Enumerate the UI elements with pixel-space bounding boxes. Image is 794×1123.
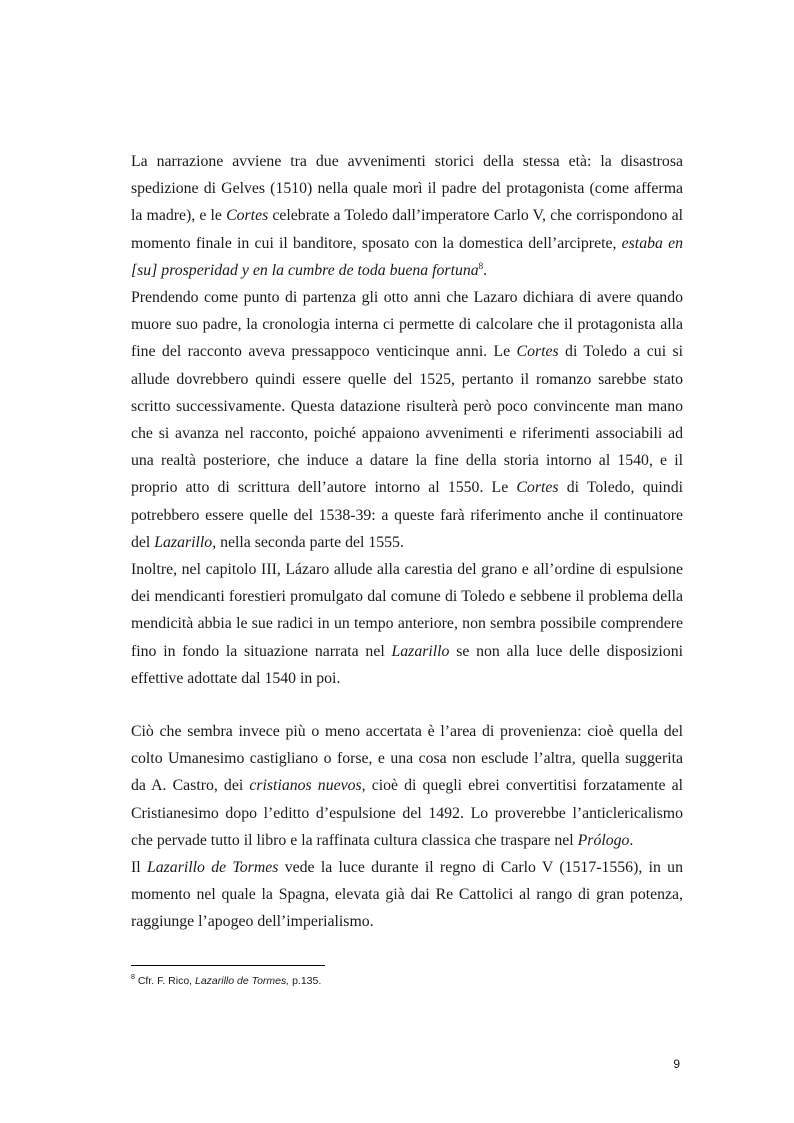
paragraph-1 [131,148,683,284]
paragraph-3 [131,556,683,692]
body-text [131,148,683,936]
footnote-reference[interactable]: 8 [478,260,484,271]
page-number: 9 [673,1057,680,1071]
italic-run: Lazarillo [391,642,450,660]
italic-run: Cortes [226,207,269,225]
text-run: di Toledo a cui si allude dovrebbero quindi essere quelle del 1525, pertanto il romanzo sarebbe stato scritto successivamente. Questa datazione risulterà però poco convincente man mano che si avanza nel racconto, poiché appaiono avvenimenti e riferimenti associabili ad una realtà posteriore, che induce a datare la fine della storia intorno al 1540, e il proprio atto di scrittura dell’autore intorno al 1550. Le [131,343,683,497]
footnote-title: Lazarillo de Tormes, [195,975,290,987]
text-run: se non alla luce delle disposizioni effettive adottate dal 1540 in poi. [131,642,683,687]
footnote-number: 8 [131,974,135,981]
paragraph-2 [131,284,683,556]
italic-run: Cortes [516,479,559,497]
paragraph-5 [131,854,683,936]
text-run: Il [131,859,147,877]
text-run: Inoltre, nel capitolo III, Lázaro allude alla carestia del grano e all’ordine di espulsione dei mendicanti forestieri promulgato dal comune di Toledo e sebbene il problema della mendicità abbia le sue radici in un tempo anteriore, non sembra possibile comprendere fino in fondo la situazione narrata nel [131,561,683,660]
italic-run: cristianos nuevos, [249,777,366,795]
italic-run: Lazarillo de Tormes [146,859,279,877]
text-run: , nella seconda parte del 1555. [212,533,404,551]
text-run: La narrazione avviene tra due avvenimenti storici della stessa età: la disastrosa spedizione di Gelves (1510) nella quale morì il padre del protagonista (come afferma la madre), e le [131,153,683,225]
text-run: cioè di quegli ebrei convertitisi forzatamente al Cristianesimo dopo l’editto d’espulsione del 1492. Lo proverebbe l’anticlericalismo che pervade tutto il libro e la raffinata cultura classica che traspare nel [131,777,683,849]
footnote-text: p.135. [289,975,322,987]
text-run: Ciò che sembra invece più o meno accertata è l’area di provenienza: cioè quella del colto Umanesimo castigliano o forse, e una cosa non esclude l’altra, quella suggerita da A. Castro, dei [131,723,683,795]
italic-run: Lazarillo [154,533,213,551]
text-run: . [629,831,634,849]
italic-run: estaba en [su] prosperidad y en la cumbre de toda buena fortuna [131,234,683,279]
text-run: di Toledo, quindi potrebbero essere quelle del 1538-39: a queste farà riferimento anche il continuatore del [131,479,683,551]
text-run: . [483,261,488,279]
footnote-separator [131,965,325,966]
paragraph-4 [131,718,683,854]
text-run: Prendendo come punto di partenza gli otto anni che Lazaro dichiara di avere quando muore suo padre, la cronologia interna ci permette di calcolare che il protagonista alla fine del racconto aveva pressappoco venticinque anni. Le [131,289,683,361]
footnote-text: Cfr. F. Rico, [134,975,195,987]
italic-run: Cortes [516,343,559,361]
footnote [131,973,631,989]
text-run: celebrate a Toledo dall’imperatore Carlo V, che corrispondono al momento finale in cui il banditore, sposato con la domestica dell’arciprete, [131,207,683,252]
text-run: vede la luce durante il regno di Carlo V (1517-1556), in un momento nel quale la Spagna, elevata già dai Re Cattolici al rango di gran potenza, raggiunge l’apogeo dell’imperialismo. [131,859,683,931]
italic-run: Prólogo [577,831,630,849]
paragraph-gap [131,692,683,718]
